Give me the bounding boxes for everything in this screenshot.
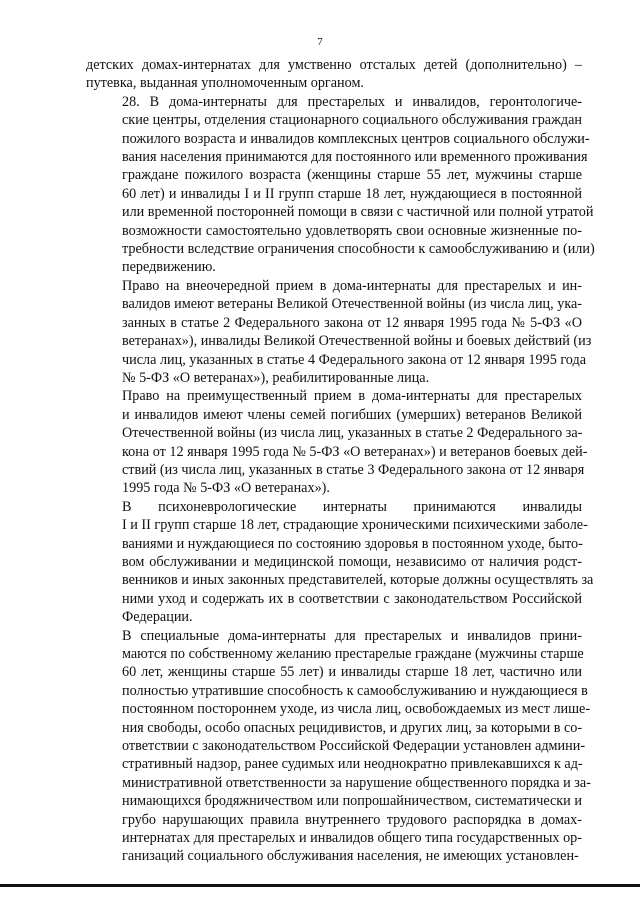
- text-line: граждане пожилого возраста (женщины старше 55 лет, мужчины старше: [122, 167, 582, 184]
- text-line: передвижению.: [122, 259, 216, 276]
- paragraph: [86, 56, 582, 93]
- text-line: вания населения принимаются для постоянного или временного проживания: [122, 149, 588, 166]
- text-line: числа лиц, указанных в статье 4 Федерального закона от 12 января 1995 года: [122, 351, 587, 368]
- text-line: требности вследствие ограничения способности к самообслуживанию и (или): [122, 241, 595, 258]
- text-line: 60 лет) и инвалиды I и II групп старше 18 лет, нуждающиеся в постоянной: [122, 185, 582, 202]
- text-line: постоянном постороннем уходе, из числа лиц, освобождаемых из мест лише-: [122, 701, 591, 718]
- bottom-border-line: [0, 884, 640, 887]
- text-line: интернатах для престарелых и инвалидов общего типа государственных ор-: [122, 830, 582, 847]
- text-line: Отечественной войны (из числа лиц, указанных в статье 2 Федерального за-: [122, 425, 583, 442]
- text-line: Право на внеочередной прием в дома-интернаты для престарелых и ин-: [122, 277, 582, 294]
- text-line: В специальные дома-интернаты для престарелых и инвалидов прини-: [122, 627, 582, 644]
- text-line: ними уход и содержать их в соответствии с законодательством Российской: [122, 590, 582, 607]
- text-line: и инвалидов имеют члены семей погибших (умерших) ветеранов Великой: [122, 406, 582, 423]
- text-line: маются по собственному желанию престарелые граждане (мужчины старше: [122, 646, 584, 662]
- text-line: 1995 года № 5-ФЗ «О ветеранах»).: [122, 480, 330, 497]
- paragraph: [86, 627, 591, 866]
- text-line: ния свободы, особо опасных рецидивистов, и других лиц, за которыми в со-: [122, 719, 583, 736]
- paragraph: [86, 277, 592, 387]
- text-line: возможности самостоятельно удовлетворять свои основные жизненные по-: [122, 222, 582, 239]
- text-line: № 5-ФЗ «О ветеранах»), реабилитированные лица.: [122, 369, 430, 386]
- text-line: или временной посторонней помощи в связи с частичной или полной утратой: [122, 204, 594, 221]
- paragraph: [86, 93, 595, 277]
- text-line: кона от 12 января 1995 года № 5-ФЗ «О ветеранах») и ветеранов боевых дей-: [122, 443, 588, 460]
- text-line: грубо нарушающих правила внутреннего трудового распорядка в домах-: [122, 811, 582, 828]
- text-line: стративный надзор, ранее судимых или неоднократно привлекавшихся к ад-: [122, 756, 583, 773]
- paragraph: [86, 498, 594, 627]
- text-line: Право на преимущественный прием в дома-интернаты для престарелых: [122, 388, 582, 405]
- text-line: ские центры, отделения стационарного социального обслуживания граждан: [122, 112, 582, 129]
- text-line: занных в статье 2 Федерального закона от 12 января 1995 года № 5-ФЗ «О: [122, 314, 582, 331]
- text-line: ствий (из числа лиц, указанных в статье 3 Федерального закона от 12 января: [122, 461, 585, 478]
- text-line: вом обслуживании и медицинской помощи, независимо от наличия родст-: [122, 553, 582, 570]
- text-line: пожилого возраста и инвалидов комплексных центров социального обслужи-: [122, 130, 590, 147]
- text-line: нимающихся бродяжничеством или попрошайничеством, систематически и: [122, 793, 582, 810]
- text-line: ганизаций социального обслуживания населения, не имеющих установлен-: [122, 848, 579, 865]
- text-line: 60 лет, женщины старше 55 лет) и инвалиды старше 18 лет, частично или: [122, 664, 582, 681]
- text-line: ответствии с законодательством Российской Федерации установлен админи-: [122, 738, 586, 755]
- text-line: ветеранах»), инвалиды Великой Отечественной войны и боевых действий (из: [122, 333, 592, 350]
- text-line: венников и иных законных представителей, которые должны осуществлять за: [122, 572, 594, 589]
- text-line: 28. В дома-интернаты для престарелых и инвалидов, геронтологиче-: [122, 93, 582, 110]
- text-line: ваниями и нуждающиеся по состоянию здоровья в постоянном уходе, быто-: [122, 535, 583, 552]
- text-line: Федерации.: [122, 609, 193, 626]
- document-body: [86, 56, 595, 866]
- text-line: путевка, выданная уполномоченным органом.: [86, 75, 364, 92]
- text-line: полностью утратившие способность к самообслуживанию и нуждающиеся в: [122, 682, 588, 699]
- text-line: министративной ответственности за нарушение общественного порядка и за-: [122, 774, 591, 791]
- text-line: I и II групп старше 18 лет, страдающие хроническими психическими заболе-: [122, 517, 588, 534]
- text-line: детских домах-интернатах для умственно отсталых детей (дополнительно) –: [86, 57, 582, 73]
- page-number: 7: [317, 36, 323, 48]
- paragraph: [86, 387, 588, 497]
- text-line: валидов имеют ветераны Великой Отечественной войны (из числа лиц, ука-: [122, 296, 583, 313]
- text-line: В психоневрологические интернаты принимаются инвалиды: [122, 498, 582, 515]
